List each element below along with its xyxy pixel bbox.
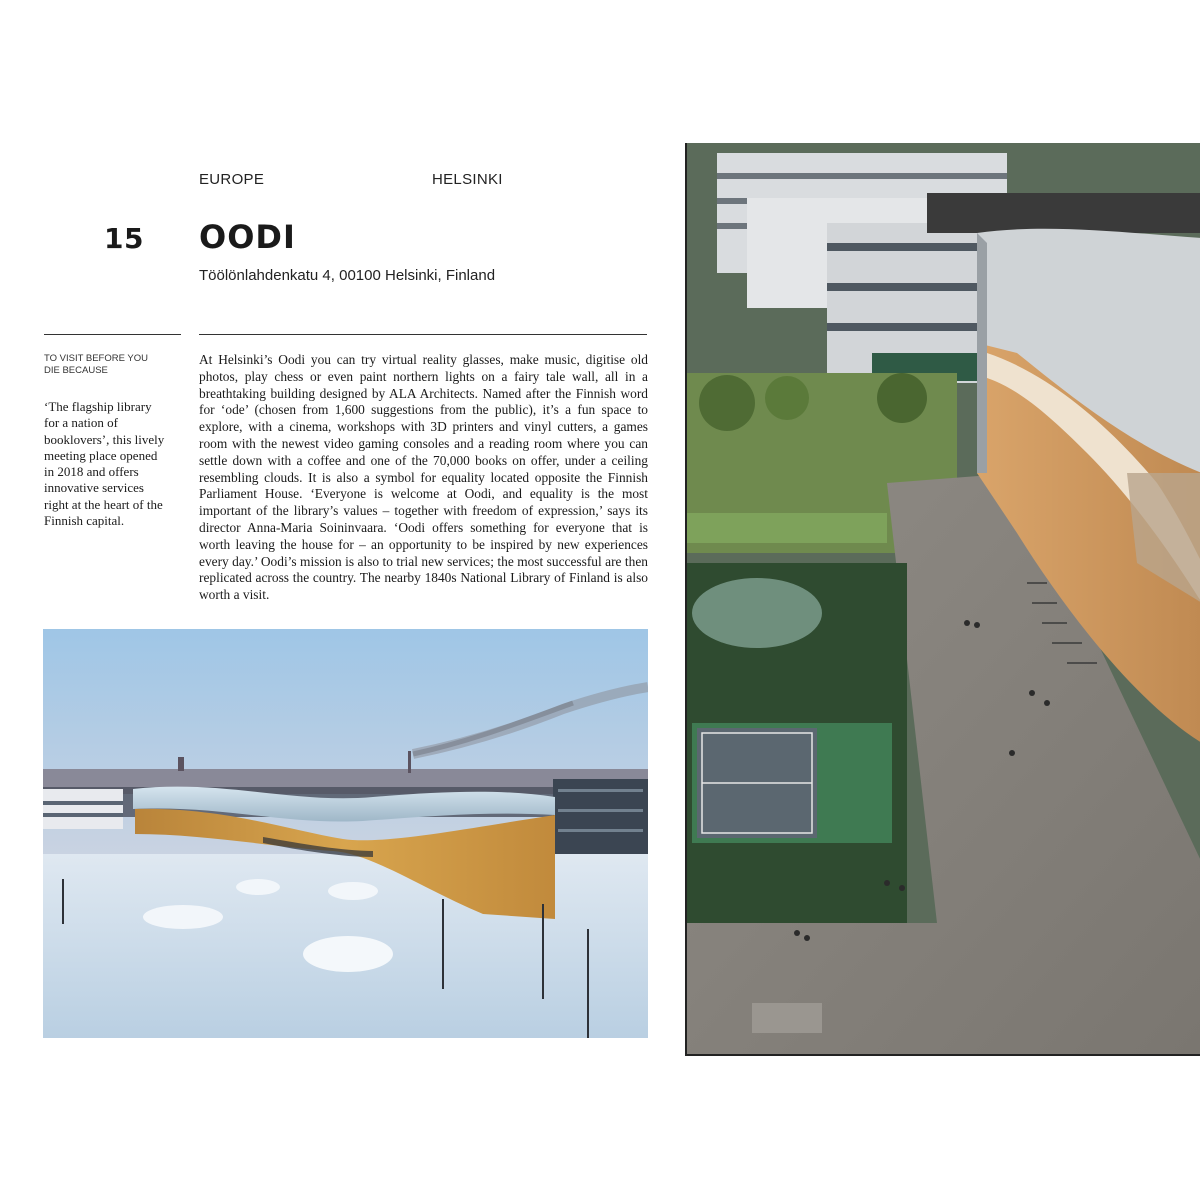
- page-title: OODI: [199, 218, 296, 256]
- library-winter-photo: [43, 629, 648, 1038]
- sidebar-quote: ‘The flagship library for a nation of booklovers’, this lively meeting place opened in 2018 and offers innovative services right at the heart of the Finnish capital.: [44, 399, 165, 529]
- sidebar-label: TO VISIT BEFORE YOU DIE BECAUSE: [44, 353, 148, 376]
- address: Töölönlahdenkatu 4, 00100 Helsinki, Finland: [199, 267, 496, 284]
- body-text: At Helsinki’s Oodi you can try virtual reality glasses, make music, digitise old photos, play chess or even paint northern lights on a fairy tale wall, all in a breathtaking building designed by ALA Architects. Named after the Finnish word for ‘ode’ (chosen from 1,600 suggestions from the public), it’s a fun space to explore, with a cinema, workshops with 3D printers and vinyl cutters, a games room with the newest video gaming consoles and a reading room where you can settle down with a coffee and one of the 70,000 books on offer, under a ceiling resembling clouds. It is also a symbol for equality located opposite the Finnish Parliament House. ‘Everyone is welcome at Oodi, and equality is the most important of the library’s values – together with freedom of expression,’ says its director Anna-Maria Soininvaara. ‘Oodi offers something for everyone that is worth leaving the house for – an opportunity to be inspired by new experiences every day.’ Oodi’s mission is also to trial new services; the most successful are then replicated across the country. The nearby 1840s National Library of Finland is also worth a visit.: [199, 352, 648, 603]
- region-label: EUROPE: [199, 171, 265, 188]
- sidebar-divider: [44, 334, 181, 335]
- entry-number: 15: [104, 222, 144, 255]
- body-divider: [199, 334, 647, 335]
- city-label: HELSINKI: [432, 171, 503, 188]
- library-aerial-photo: [685, 143, 1200, 1056]
